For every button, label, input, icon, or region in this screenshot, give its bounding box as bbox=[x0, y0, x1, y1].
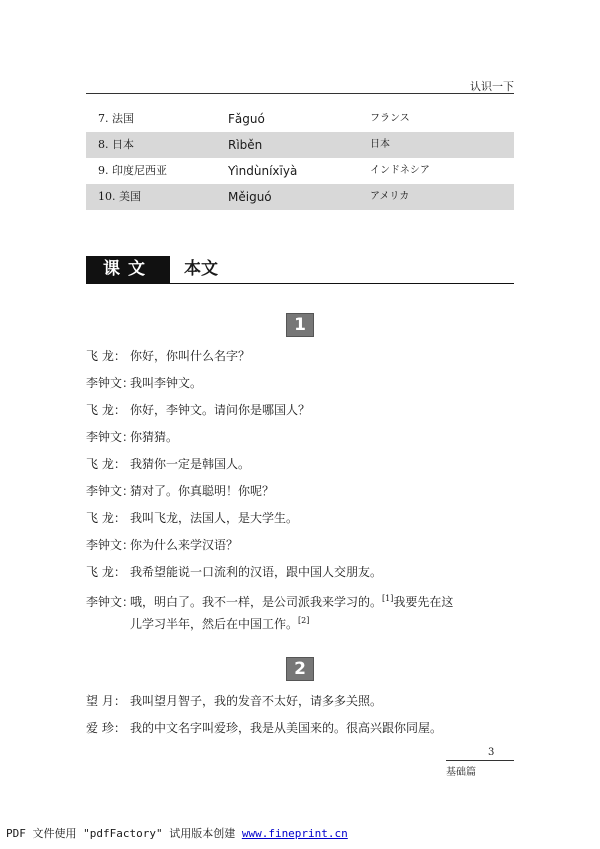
pdf-watermark-link[interactable]: www.fineprint.cn bbox=[241, 827, 348, 840]
vocab-pinyin: Yìndùníxīyà bbox=[228, 164, 298, 178]
utterance: 我叫望月智子，我的发音不太好，请多多关照。 bbox=[130, 694, 383, 708]
utterance: 我猜你一定是韩国人。 bbox=[130, 457, 251, 471]
pdf-watermark-text: PDF 文件使用 "pdfFactory" 试用版本创建 bbox=[6, 827, 242, 840]
vocab-japanese: フランス bbox=[370, 113, 410, 124]
dialogue-line bbox=[86, 720, 442, 736]
vocab-japanese: アメリカ bbox=[370, 191, 410, 202]
utterance-continued: 我要先在这 bbox=[393, 595, 454, 609]
speaker: 望 月： bbox=[86, 694, 126, 708]
speaker: 爱 珍： bbox=[86, 721, 126, 735]
utterance: 你为什么来学汉语？ bbox=[130, 538, 239, 552]
utterance: 你好，你叫什么名字？ bbox=[130, 349, 251, 363]
dialogue-line bbox=[86, 429, 178, 445]
dialogue-line bbox=[86, 537, 238, 553]
page-number: 3 bbox=[488, 747, 495, 758]
section-subtitle: 本文 bbox=[184, 259, 218, 279]
dialogue-line bbox=[86, 483, 274, 499]
footnote-ref: [2] bbox=[298, 616, 310, 625]
dialogue-line bbox=[86, 348, 250, 364]
utterance: 我的中文名字叫爱珍，我是从美国来的。很高兴跟你同屋。 bbox=[130, 721, 443, 735]
dialogue-line-continuation bbox=[130, 615, 309, 632]
speaker: 飞 龙： bbox=[86, 457, 126, 471]
vocab-pinyin: Měiguó bbox=[228, 190, 272, 204]
dialogue-line bbox=[86, 456, 250, 472]
dialogue-line bbox=[86, 375, 202, 391]
dialogue-line bbox=[86, 591, 453, 610]
vocab-pinyin: Rìběn bbox=[228, 138, 263, 152]
dialogue-number: 1 bbox=[286, 313, 314, 337]
speaker: 飞 龙： bbox=[86, 403, 126, 417]
speaker: 李钟文： bbox=[86, 595, 135, 609]
utterance: 我希望能说一口流利的汉语，跟中国人交朋友。 bbox=[130, 565, 383, 579]
speaker: 飞 龙： bbox=[86, 511, 126, 525]
utterance: 你好，李钟文。请问你是哪国人？ bbox=[130, 403, 311, 417]
vocab-word: 8. 日本 bbox=[98, 138, 134, 151]
section-rule bbox=[86, 283, 514, 284]
dialogue-number: 2 bbox=[286, 657, 314, 681]
vocab-row bbox=[86, 158, 514, 184]
utterance: 你猜猜。 bbox=[130, 430, 179, 444]
vocab-japanese: 日本 bbox=[370, 139, 390, 150]
vocab-row bbox=[86, 184, 514, 210]
pdf-watermark bbox=[6, 825, 348, 841]
vocab-row bbox=[86, 106, 514, 132]
speaker: 李钟文： bbox=[86, 430, 135, 444]
book-part-label: 基础篇 bbox=[446, 767, 476, 778]
vocab-japanese: インドネシア bbox=[370, 165, 430, 176]
speaker: 飞 龙： bbox=[86, 565, 126, 579]
speaker: 李钟文： bbox=[86, 538, 135, 552]
speaker: 李钟文： bbox=[86, 376, 135, 390]
section-heading bbox=[86, 256, 514, 284]
footnote-ref: [1] bbox=[382, 594, 394, 603]
utterance: 我叫李钟文。 bbox=[130, 376, 203, 390]
header-rule bbox=[86, 93, 514, 94]
vocab-word: 7. 法国 bbox=[98, 112, 134, 125]
vocab-row bbox=[86, 132, 514, 158]
vocab-pinyin: Fǎguó bbox=[228, 112, 265, 126]
speaker: 李钟文： bbox=[86, 484, 135, 498]
footer-rule bbox=[446, 760, 514, 761]
dialogue-line bbox=[86, 402, 310, 418]
running-header: 认识一下 bbox=[470, 80, 514, 93]
utterance: 哦，明白了。我不一样，是公司派我来学习的。 bbox=[130, 595, 383, 609]
dialogue-line bbox=[86, 510, 298, 526]
dialogue-line bbox=[86, 564, 382, 580]
vocab-word: 9. 印度尼西亚 bbox=[98, 164, 167, 177]
dialogue-line bbox=[86, 693, 382, 709]
section-title: 课文 bbox=[86, 256, 170, 283]
speaker: 飞 龙： bbox=[86, 349, 126, 363]
utterance: 我叫飞龙，法国人，是大学生。 bbox=[130, 511, 299, 525]
utterance: 儿学习半年，然后在中国工作。 bbox=[130, 617, 299, 631]
utterance: 猜对了。你真聪明！你呢？ bbox=[130, 484, 275, 498]
vocab-word: 10. 美国 bbox=[98, 190, 141, 203]
vocab-table bbox=[86, 106, 514, 210]
